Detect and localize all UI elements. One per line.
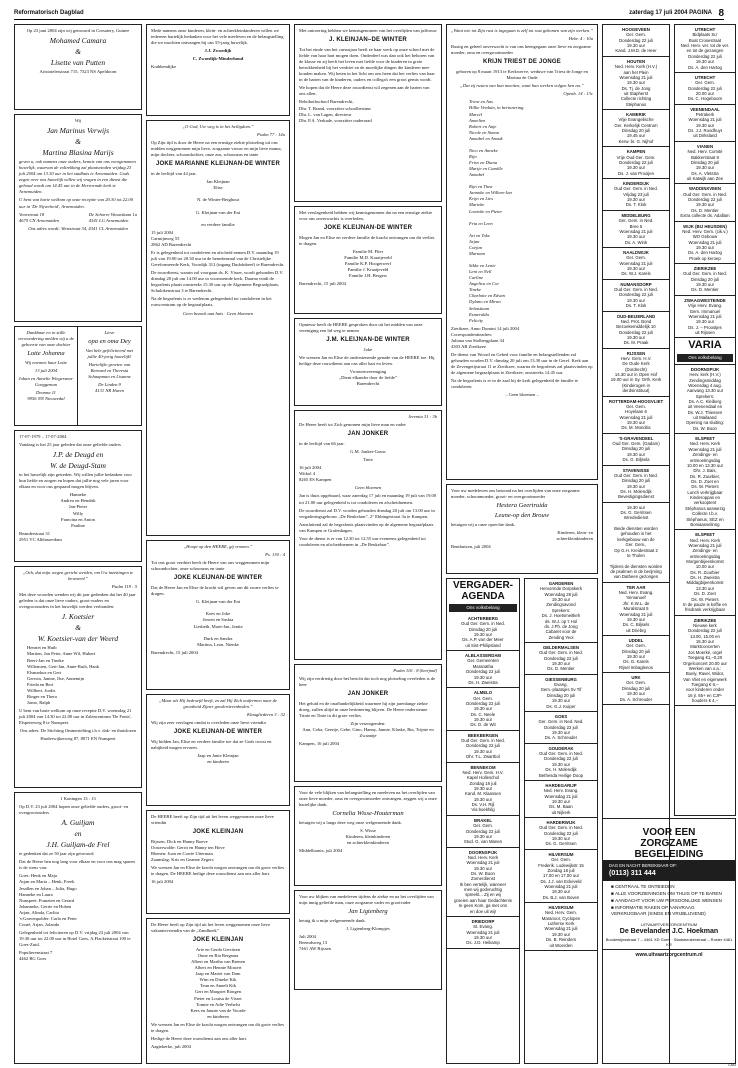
deceased-name: JAN JONKER (347, 431, 389, 438)
obituary-kleinjan-holiday-friends: De Heere heeft op Zijn tijd uit het leven weggenomen onze lieve vakantievriendin van de „Zandhoek” JOKE KLEINJAN Arie en Gerda Gerritsen Onne en Ria Bergsma Albert en Martha van Brenen Albert en Hennie Mostert Jaap en Mariet van Dam Wim en Dineke Kik Teun en Anneli Kik Gert en Margriet Rongen Pieter en Louisa de Visser Tonnie en Adie Verhelst Kees en Jannie van de Voorde en kinderen We wensen Jan en Elise de kracht mogen ontvangen om dit grote verlies te dragen. Heilige de Heere deze rouwdienst aan ons aller hart. Aagtekerke, juli 2004 (146, 918, 290, 1064)
name: Mohamed Camara (49, 36, 107, 46)
entry-place: ZWAAGWESTEINDE (684, 297, 726, 303)
deceased-name: J. KLEINJAN–DE WINTER (329, 37, 407, 44)
entry-details: Oud Ger. Gem. in Ned. Donderdag 22 juli 19.30 uur Ds. H. Molendijk Bethesda Heilige Doop (539, 751, 583, 778)
company-name: De Bevelanden J.C. Hoekman (619, 928, 719, 936)
entry-place: UTRECHT (694, 27, 716, 32)
agenda-entry (525, 712, 597, 744)
address: Aristotelesstraat 715, 7323 NS Apeldoorn (39, 69, 117, 75)
agenda-entry (447, 816, 519, 848)
ad-company: UITVAARTVERZORGENTRUM De Bevelanden J.C. Hoekman Boudewijnsstraat 7 – 4461 XD Goes · Stadsbeukerstraat – Rosier 4461 KR (605, 922, 733, 947)
ad-feature-item: ■ CENTRAAL TE ONTBIEDEN (611, 884, 727, 890)
name: J.P. de Deugd en (52, 450, 104, 460)
page-header (14, 8, 724, 20)
entry-details: Ger. Gem. Donderdag 22 juli 19.30 uur Ds. C. Neele 19.30 uur Ds. D. de Wit (466, 695, 500, 728)
agenda-entry (675, 296, 735, 339)
entry-details: Ned. Herv. Evang. Woensdag 21 juli 19.30 uur Ds. M. Baan uit Nijkerk (543, 788, 579, 815)
entry-details: Ger. Gem. in Ned. Bree 5 Woensdag 21 juli 19.30 uur Ds. A. Wink (618, 218, 654, 245)
agenda-entry (447, 917, 519, 949)
company-address: Boudewijnsstraat 7 – 4461 XD Goes · Stadsbeukerstraat – Rosier 4461 KR (605, 936, 733, 947)
entry-details: Oud Ger. Gem. in Ned. Dinsdag 20 juli 19.30 uur Ds. A.P. van der Meer uit Sint-Philipsland (461, 621, 505, 648)
entry-details: Ger. Gem. in Ned. Ned. Donderdag 22 juli 19.30 uur Ds. A. Schreuder (538, 719, 584, 741)
name: A. Guiljam (61, 818, 95, 828)
entry-place: VEENENDAAL (690, 106, 720, 112)
obituary-school: Met ontroering hebben we kennisgenomen van het overlijden van juffrouw J. KLEINJAN–DE WINTER Tot het einde van het cursusjaar heeft ze haar werk op onze school met de liefde van haar hart mogen doen. Onderdeel was dan ook het behoren van de klasse en zij heeft het leven met liefde voor de kinderen in grote betrokkenheid bij het verdriet en de moeilijke dingen die kinderen mee konden maken. Wij heten in het licht om ons heen dat het verlies van haar in de harten van de kinderen, ouders en collega's een groot gemis wordt. We hopen dat de Heere deze rouwdienst wil zegenen aan de harten van ons allen. Rehobothschool Barendrecht, Dhr. T. Brand, voorzitter schoolbestuur Dhr. L. van Lagen, directeur Dhr. P.A. Verkade, voorzitter ouderraad (294, 24, 442, 202)
address: De Linden 9 4131 NR Haren (95, 382, 124, 394)
obituary-kleijnan-family: „O God, Uw weg is in het heiligdom.” Psalm 77 : 14a Op Zijn tijd is door de Heere na een ernstige ziekte plotseling uit ons midden weggenomen mijn lieve, zorgzame vrouw en mijn lieve mama, mijn dochter, schoondochter, onze zus, schoonzus en tante JOKE MARIANNE KLEIJNAN-DE WINTER in de leeftijd van 44 jaar. Jan Kleijnan Elise N. de Winter-Berghout G. Kleijnan-van der Ent en verdere familie 15 juli 2004 Carmijnweg 55 2862 AD Barendrecht Er is gelegenheid tot condoleren en afscheid nemen D.V. maandag 19 juli van 19.00 tot 20.30 uur in de benedenzaal van de Christelijke Gereformeerde Kerk, Voordijk 312 (ingang Dudokdreef) te Barendrecht. De rouwdienst, waarin zal voorgaan ds. K. Visser, wordt gehouden D.V. dinsdag 20 juli om 14.00 uur in voornoemde kerk. Daarna vindt de begrafenis plaats omstreeks 15.30 uur op de Algemene Begraafplaats, Schalokenstraat 3 te Barendrecht. Na de begrafenis is er wederom gelegenheid tot condoleren in het rouwcentrum op de begraafplaats. Geen bezoek aan huis · Geen bloemen (146, 120, 290, 536)
entry-place: UTRECHT (694, 74, 716, 80)
entry-details: 19.30 uur Ds. G. Gerritsen Intrededienst Beide diensten worden gehouden in het kerkgebouw van de Ger. Gem., Op G.H. Kreidestraat 2 te Tholen Tijdens de diensten worden de psalmen in de berijming van Datheen gezongen (609, 504, 663, 580)
entry-place: KAMERIK (625, 112, 647, 118)
entry-place: MIDDELBURG (621, 212, 651, 218)
obituary-kleijnan-in-laws: „Hoopt op den HEERE, gij vromen.” Ps. 130 : 4 Tot ons groot verdriet heeft de Heere van ons weggenomen mijn schoondochter, onze schoonzus en tante JOKE KLEIJNAN-DE WINTER Dat de Heere Jan en Elise de kracht wil geven om dit zware verlies te dragen. G. Kleijnan-van der Ent Kees en Joke Jeroen en Saskia Liesbeth, Marit-Jan, Janita Durk en Sandra Martina, Leon, Nienke Barendrecht, 15 juli 2004 (146, 540, 290, 690)
entry-details: Ned. Herv. Kerk Woensdag 21 juli 19.30 uur Ds. W. Boon Zomerdienst Ik ben vertelijk, wanneer men wij godvruchtig spreekt... Zij en wij groeien aan haar Gedachtenis te geen Kom, ga met ons en doe uit wij! (454, 854, 512, 914)
name: Martina Blasina Marijs (42, 148, 114, 158)
anniversary-de-deugd: 17-07-1979 – 17-07-2004 Vandaag is het 25 jaar geleden dat onze geliefde ouders J.P. de Deugd en W. de Deugd-Stam in het huwelijk zijn getreden. Wij willen jullie bedanken voor hun liefde en zorgen en hopen dat jullie nog vele jaren voor elkaar en voor ons gespaard mogen blijven. Hanneke Andrea en Hendrik Jan-Pieter Willy Francina en Anton Pauline Beanderstraat 31 2951 VC Alblasserdam (14, 430, 142, 562)
agenda-entry (675, 222, 735, 265)
entry-details: Ger. Gem. Dinsdag 20 juli 19.30 uur Ds. G. Karels Rijsel Imbaglenos (619, 643, 653, 670)
entry-details: Oud Ger. Gem. in Ned. Vrijdag 23 juli 19.30 uur Ds. T. Klok (614, 186, 658, 208)
deceased-name: JOKE KLEIJNAN-DE WINTER (173, 729, 263, 736)
name: J.H. Guiljam-de Frel (46, 840, 110, 850)
entry-details: Vrije Evangelische Ger. Kerkelijk Centrum Dinsdag 20 juli 19.45 uur Kerw. br. G. Nijhof (614, 117, 658, 144)
agenda-entry (447, 614, 519, 651)
entry-place: BENNEKOM (470, 764, 496, 770)
agenda-entry (603, 25, 669, 57)
deceased-name: JOKE KLEINJAN (192, 829, 244, 836)
address: Populierenstraat 7 4462 BG Goes (19, 950, 53, 962)
entry-details: Ned. Herv. Kerk Woensdag 21 juli Zendings- en ontmoetingsdag 10.00 en 13.30 uur Dhr. J. Bais, Ds. R. Zuurbier, Ds. D. Zoet en Ds. W. Pieters Lunch verkrijgbaar Kinderoppas en verkooptent Stéphanus aanwezig Collecte t.b.v. Stéphanus, SEZ en Boniaasselinng (685, 441, 725, 527)
agenda-entry (675, 530, 735, 615)
agenda-entry (675, 365, 735, 434)
agenda-entry (675, 264, 735, 296)
name: Jan Marinus Verwijs (46, 126, 110, 136)
column-2 (146, 24, 290, 1064)
agenda-entry (603, 179, 669, 211)
entry-place: KINDERDIJK (622, 180, 650, 186)
agenda-entry (603, 147, 669, 179)
date-label: zaterdag 17 juli 2004 PAGINA (629, 10, 712, 16)
agenda-entry (603, 673, 669, 705)
birth-announcement: Dankbaar en in stille verwondering melden wij u de geboorte van onze dochter Lotte Johanna Wij noemen haar Lotte 13 juli 2004 Johan en Annelie Wiegersma-Goeggeman Deanna 11 9956 NN Nieuwedal (15, 327, 78, 425)
entry-place: ALBLASSERDAM (464, 653, 502, 659)
entry-place: GOES (554, 713, 568, 719)
entry-details: Petrakerk Woensdag 21 juli 19.30 uur Ds. J.J. Roodhuyt uit Dirksland (688, 112, 722, 139)
agenda-entry (603, 466, 669, 503)
entry-details: Oud Ger. Gem. in Ned. Donderdag 22 juli 19.30 uur Ds. G. Gerritsen (539, 825, 583, 847)
agenda-right (524, 578, 598, 1064)
entry-details: Herv. Gem. H.V. De Oude Kerk (Dordrecht) 14.30 uur in Open Hof 19.00 uur in Sy. Orth. Kerk (Kinderogen in derdsinstituut) (610, 356, 662, 394)
column-1 (14, 24, 142, 1064)
anniversary-koetsier: „Och, dat mijn wegen gericht werden, om Uw inzettingen te bewaren!” Psalm 119 : 5 Met deze woorden wenden wij dit jaar gedenken dat het 40 jaar geleden is dat onze lieve ouders, groot-ouders en overgrootouders in het huwelijk werden verbonden: J. Koetsier & W. Koetsier-van der Weerd Henriet en Huib Martien, Jan Peter, Anne Wil, Hubert Beert-Jan en Tineke Willemien, Gert-Jan, Anne-Ruth, Hank Elsmarkus en Gert Gerwin, Janine, Ilse, Annemijn Frieda en Bert Willbert, Jordis Ringer en Thera Jarno, Ralph U bent van harte welkom op onze receptie D.V. woensdag 21 juli 2004 van 14.30 tot 22.00 uur in Zalencentrum 'De Fonts', Elspeterweg 8 te Nunspeet. Ons adres: De Stichting Ommestelting t.b.v. dak- en thuislozen Harderwijkerweg 87, 8071 EN Nunspeet (14, 566, 142, 788)
agenda-entry (447, 688, 519, 731)
agenda-entry (447, 651, 519, 688)
entry-details: Hervormde Dorpskerk Woensdag 28 juli 19.30 uur Zendingsavond Sprekers: Ds. J. Hoetsmeitkeh ds. W.J. op 't Hol ds. J.Ph. de Jong Cabaret voor de Zending Yeoi (539, 586, 583, 640)
entry-place: DOORNSPIJK (690, 366, 720, 372)
agenda-entry (675, 105, 735, 142)
entry-details: Ned. Herv. Gem. (cik.v.) WO Gebouw Woensdag 21 juli 19.30 uur Ds. A. den Hartog Proek op keroep (682, 228, 728, 261)
entry-details: Nieuwe kerk Donderdag 22 juli 13.00, 15.00 en 15.30 uur Marktconcerten Jos Moerké, orgel Toegang €1,–0,20 Orgelconcert 20.00 uur Werken van o.a.: Boely, Ravel, Widor, Van Vliet en eigenwerk Toegang € 6,– voor kinderen onder 16 jr. 65+ en CJP- houders € 4,– (683, 622, 727, 704)
entry-place: RIJSSEN (626, 350, 646, 356)
name: Hestera Geertruida (496, 502, 548, 510)
address: De Schorre Wouwtlaan 1a 4341 LG Arnemuiden (88, 211, 137, 223)
agenda-entry (603, 636, 669, 673)
name: W. Koetsier-van der Weerd (37, 634, 119, 644)
entry-details: Herv. kerk (H.V.) Zendingsmiddag Woensdag 4 aug. Aanvang 13.30 uur Sprekers: Ds. A.C. Kleiberg uit Veenendaal en Ds. W.J. Thiessen uit Mailaand Opening na sluiting: Ds. W. Boon (686, 372, 724, 431)
ad-features (603, 881, 735, 920)
entry-place: KAMPEN (626, 149, 646, 155)
agenda-entry (447, 731, 519, 763)
deceased-name: JOKE KLEINJAN (192, 937, 244, 944)
entry-details: St. Evang. Woensdag 21 juli 19.30 uur Ds. J.D. Heikamp (466, 924, 500, 946)
ad-feature-item: ■ INFORMATIE RAKEN OP AANVRAAG VERKRIJGBAAR (SINDS EN VRIJBLIJVEND) (611, 905, 727, 917)
entry-place: STAVENISSE (622, 467, 650, 473)
entry-details: Ger. Gemeenten Maranatha Donderdag 22 juli 19.30 uur Ds. H. Zweistra (466, 658, 500, 685)
agenda-entry (603, 280, 669, 312)
entry-place: DOORNSPIJK (468, 849, 498, 855)
entry-details: Evang. Gem.-plaatsjes Sv Tif Dinsdag 20 juli 19.30 uur Ds. G.J. Kuiper (540, 682, 582, 709)
address: Voorstraat 18 4675 CN Arnemuiden (19, 211, 59, 223)
entry-place: HARDERWIJK (546, 820, 576, 826)
birth-and-congrats-announcements (14, 326, 142, 426)
obituary-womens-association: Opnieuw heeft de HEERE gesproken door uit het midden van onze vereniging een lid weg te nemen J.M. KLEIJNAN-DE WINTER Joke We wensen Jan en Elise de onderstenende genade van de HEERE toe. Hij heilige deze rouwdienst aan ons aller hart en leven. Vrouwenvereniging „Dient elkander door de liefde” Barendrecht (294, 318, 442, 406)
entry-place: OUD-BEIJERLAND (616, 313, 656, 319)
entry-details: Bidplaats Su' Boat Crosestraat Ned. Herv. ver. tot de ver. en tot de gezangen Donderdag 22 juli 19.30 uur Ds. A. den Hartog (680, 32, 730, 70)
entry-details: Ned. Herv. Evang. 'Immanuel' Jhr. K.W.L. de Muralstraat 5 Woensdag 21 juli 19.30 uur Ds. C. Biljsels uit Driebrg (618, 590, 654, 633)
entry-place: WIJK (BIJ HEUSDEN) (683, 223, 727, 229)
entry-place: HILVERSUM (548, 851, 574, 857)
agenda-entry (603, 349, 669, 397)
page-number: 8 (718, 8, 724, 19)
entry-details: Ned. Herv. Gem. Maranoor, Cyclopen Lutherse Kerk Woensdag 21 juli 19.30 uur Ds. B. Reinders uit Woerden (541, 910, 581, 948)
name: W. de Deugd-Stam (50, 461, 106, 471)
agenda-entry (447, 763, 519, 816)
agenda-entry (603, 503, 669, 583)
entry-details: Ned. Herv. Gem. H.V. Kapel Holleschol Zondag 18 juli 19.30 uur Kand. M. Klaassen 19.30 uur Ds. V.H. Rijl Via boekhilg (462, 769, 504, 813)
entry-details: Vrije Oud Ger. Gem. Donderdag 22 juli 19.30 uur Ds. J. van Prooijen (616, 154, 656, 176)
agenda-entry (603, 583, 669, 636)
entry-place: 'S-GRAVENDEEL (618, 435, 654, 441)
entry-place: BRAKEL (474, 817, 492, 823)
name: Lisette van Putten (50, 58, 106, 68)
agenda-left (446, 578, 520, 1064)
agenda-entry (525, 850, 597, 903)
agenda-entry (603, 211, 669, 248)
wedding-announcement-verwijs: Wij Jan Marinus Verwijs & Martina Blasina Marijs geven u, ook namens onze ouders, kennis van ons voorgenomen huwelijk, waarvan de voltrekking zal plaatsvinden vrijdag 23 juli 2004 om 13.30 uur in het stadhuis te Arnemuiden. Gods zegen over ons huwelijk willen wij vragen in een dienst die gehoud wordt om 14.45 uur in de Hervormde kerk te Arnemuiden. U bent van harte welkom op onze receptie van 20.30 tot 22.00 uur in 'De Nijverheid', Arnemuiden. Voorstraat 18 4675 CN Arnemuiden De Schorre Wouwtlaan 1a 4341 LG Arnemuiden Ons adres wordt: Weststraat 34, 4341 CL Arnemuiden (14, 114, 142, 322)
page-footer-code: CM3 (728, 1063, 736, 1068)
entry-details: Oud Ger. Gem. in Ned. Donderdag 22 juli 19.30 uur Dhr. T.L. Zwartbol (461, 738, 505, 760)
agenda-entry (525, 818, 597, 850)
agenda-entry (447, 848, 519, 917)
obituary-kleinjan-friends: De HEERE heeft op Zijn tijd uit het leven weggenomen onze lieve vriendin JOKE KLEINJAN Rijssen: Dick en Hanny Boeve Oosterwolde: Gerrit en Hanny ten Hove Rhenen: Joan en Corrie Uiterman Zaamslag: Kris en Geanne Zegers We wensen Jan en Elise de kracht mogen ontvangen om dit grote verlies te dragen. De HEERE heilige deze rouwdienst aan ons aller hart. 16 juli 2004 (146, 810, 290, 914)
entry-details: Ned. Herv. Comité Bakkerstraat 8 Dinsdag 20 juli 19.30 uur Ds. A. Vletstra uit Katwijk aan Zee (686, 149, 724, 181)
agenda-entry (675, 616, 735, 707)
entry-place: VIANEN (696, 143, 714, 149)
entry-place: URK (631, 675, 641, 681)
agenda-entry (675, 73, 735, 105)
entry-place: ELSPEET (695, 436, 715, 442)
agenda-entry (675, 25, 735, 73)
name: opa en oma Dey (88, 338, 131, 346)
entry-place: ROTTERDAM-HOOGVLIET (608, 398, 664, 404)
agenda-list (525, 579, 597, 951)
agenda-entry (525, 579, 597, 643)
ad-headline: VOOR EEN ZORGZAME BEGELEIDING (634, 827, 704, 860)
column-4 (446, 24, 598, 1064)
deceased-name: JOKE KLEIJNAN-DE WINTER (323, 225, 413, 232)
funeral-home-ad (602, 818, 736, 1064)
entry-place: HOUTEN (626, 58, 646, 64)
ad-feature-item: ■ AANDACHT VOOR UW PERSOONLIJKE WENSEN (611, 898, 727, 904)
agenda-entry (603, 312, 669, 349)
agenda-entry (603, 397, 669, 434)
entry-place: ALMELO (473, 690, 493, 696)
entry-details: Oud Ger. Gem. in Ned. Donderdag 22 juli 19.30 uur Ds. D. Mentier (539, 650, 583, 672)
entry-place: UDDEL (628, 637, 644, 643)
agenda-entry (603, 57, 669, 110)
entry-details: Ger. Gem. Donderdag 22 juli 20.00 uur Ds. C. Hogeboom (687, 80, 723, 102)
entry-place: ELSPEET (695, 532, 715, 538)
agenda-entry (675, 142, 735, 185)
agenda-entry (525, 903, 597, 951)
ad-feature-item: ■ ALLE VOORZIENINGEN OM THUIS OP TE BAREN (611, 891, 727, 897)
entry-place: ACHTERBERG (467, 615, 499, 621)
entry-details: Oud Ger. Gem. in Ned. Dinsdag 20 juli 19.30 uur Ds. D. Mentier (683, 271, 727, 293)
agenda-entry (603, 434, 669, 466)
agenda-entry (525, 781, 597, 818)
entry-details: Ger. Gem. Donderdag 22 juli 19.30 uur Stud. G. van Manen (463, 823, 503, 845)
agenda-entry (603, 110, 669, 147)
varia-heading: VARIA Ons volksbelang (675, 338, 735, 364)
phone-number: (0113) 311 444 (609, 869, 656, 877)
entry-place: HOOGEVEEN (622, 27, 650, 32)
paper-name: Reformatorisch Dagblad (14, 10, 84, 16)
entry-details: Ger. Gem. Dinsdag 20 juli 19.30 uur Ds. A. Schreuder (619, 680, 653, 702)
entry-place: GOUDERAK (548, 745, 574, 751)
entry-place: NUMANSDORP (620, 281, 652, 287)
agenda-entry (675, 434, 735, 530)
name: J. Koetsier (61, 612, 95, 622)
entry-details: Oud Ger. Gem. in Ned. Donderdag 22 juli 19.30 uur Ds. D. Mentier Extra collecte ds. Adallam (680, 191, 730, 219)
address: Harderwijkerweg 87, 8071 EN Nunspeet (40, 736, 116, 742)
agenda-entry (675, 184, 735, 221)
website-link[interactable]: www.uitvaartzorgcentrum.nl (603, 949, 735, 961)
entry-place: ZIERIKZEE (693, 617, 717, 623)
deceased-name: KRIJN TRIEST DE JONGE (483, 59, 561, 66)
thanks-zwoedijk: Mede namens onze kinderen, klein- en achterkleinkinderen willen we iedereen hartelijk bedanken voor het vele meeleven en de belangstelling die we mochten ontvangen bij ons 55-jarig huwelijk. J.J. Zwoedijk C. Zwoedijk-Minderhoud Krabbendijke (146, 24, 290, 116)
thanks-wisse: Voor de vele blijken van belangstelling en meeleven na het overlijden van onze lieve moeder, oma en overgrootmoeder ontvangen, zeggen wij u onze hartelijke dank. Cornelia Wisse-Houterman betuigen wij u langs deze weg onze welgemeende dank. S. Wisse Kinderen, kleinkinderen en achterkleinkinderen Middelharnis, juli 2004 (294, 786, 442, 886)
anniversary-congrats: Lieve opa en oma Dey Van hele gefeliciteerd met jullie 40-jarig huwelijk! Hartelijke groeten van Bernard en Theresia Schaapman en Lisanne De Linden 9 4131 NR Haren (78, 327, 141, 425)
name: Cornelia Wisse-Houterman (332, 810, 404, 818)
name: Lotte Johanna (27, 350, 65, 358)
agenda-column (674, 24, 736, 816)
anniversary-guiljam: 1 Koningen 13 : 13 Op D.V. 23 juli 2004 hopen onze geliefde ouders, groot- en overgrootouders A. Guiljam en J.H. Guiljam-de Frel te gedenken dat ze 50 jaar zijn getrouwd. Dat de Heere hen nog lang voor elkaar en voor ons mag sparen is de wens van: Goes: Henk en Maja Arjan en Maria – Henk, Freek Jesallen en Johan – Julia, Hugo Hanneke en Laura Nunspeet: Franzien en Gerard Johanneke, Gerrie en Hoben Arjan, Alinda, Carlita 's-Gravenpolder: Carla en Peter Corné, Arjan, Jolanda Gelegenheid tot feliciteren op D.V. vrijdag 23 juli 2004 van 19.30 uur tot 22.00 uur in Hotel Goes, A.Flacketstraat 100 te Goes-Zuid. Populierenstraat 7 4462 BG Goes (14, 792, 142, 1064)
entry-place: NAALDWIJK (623, 249, 649, 255)
column-3 (294, 24, 442, 1064)
deceased-name: JOKE KLEIJNAN-DE WINTER (173, 575, 263, 582)
entry-details: Ned. Prot. Bond Bezoekemiddelijk 10 Donderdag 22 juli 19.30 uur Ds. M. Praak (616, 318, 656, 346)
agenda-list (447, 614, 519, 949)
thanks-leune: Voor uw medeleven ons betoond na het overlijden van onze zorgzame moeder, schoonmoeder, groot- en overgrootmoeder Hestera Geertruida Leune-op den Brouw betuigen wij u onze oprechte dank. Kinderen, klein- en achterkleinkinderen Benthuizen, juli 2004 (446, 484, 598, 574)
agenda-entry (603, 248, 669, 280)
entry-place: HILVERSUM (548, 905, 574, 911)
name: Jan Ligtenberg (348, 908, 388, 916)
entry-details: Ned. Herv. Kerk Woensdag 21 juli Zendings- en ontmoetingsdag Morgenbijeenkomst 10.00 uur Ds. R. Zuurbier Ds. H. Zweistra Middagbijeenkomst 13.30 uur Ds. D. Zoet Ds. W. Pieters In de pauze is koffie en frisdrank verkrijgbaar (682, 537, 728, 613)
entry-place: WADDINXVEEN (689, 186, 721, 192)
obituary-jonker-family: Jeremia 31 : 3b De Heere heeft tot Zich genomen mijn lieve man en vader JAN JONKER in de leeftijd van 66 jaar. G.M. Jonker-Gouw Tinie 16 juli 2004 Witbol 4 8265 ES Kampen Geen bloemen Jan is thuis opgebaard, waar zaterdag 17 juli en maandag 19 juli van 19.00 tot 21.00 uur gelegenheid is tot condoleren en afscheidnemen. De rouwdienst zal D.V. worden gehouden dinsdag 20 juli om 13.00 uur in vergaderingsgebouw „De Beukelaar”, 2° Ebbingestraat 3a te Kampen. Aansluitend zal de begrafenis plaatsvinden op de algemene begraafplaats van Kampen te Grafenhagen. Voor de dienst is er van 12.30 tot 12.55 uur eveneens gelegenheid tot condoleren en afscheidnemen in „De Beukelaar”. (294, 410, 442, 660)
obituary-jonker-caregivers: Psalm 116 : 8 (berijmd) Wij zijn verdrietig door het bericht dat toch nog plotseling overleden is de heer JAN JONKER Het geluid en de onafhankelijkheid waarmee hij zijn jarenlange ziekte droeg, zullen altijd in onze herinnering blijven. De Heere ondersteune Trinie en Tinie in dit grote verlies. Zijn verzorgenden: Ann, Coba, Geertje, Gebe, Gino, Hanny, Jannie, Klaske, Ria, Trijnie en Zwaantje Kampen, 16 juli 2004 (294, 664, 442, 782)
entry-details: Oud Ger. Gem. in Ned. Dinsdag 20 juli 19.30 uur Ds. H. Molendijk Bevestigingsdienst (614, 472, 658, 500)
obituary-triest-de-jonge: „Want wie tot Zijn rust is ingegaan is zelf tot rust gekomen van zijn werken.” Hebr. 4 : 10a Rustig en geheel onverwacht is van ons heengegaan onze lieve en zorgzame moeder, oma en overgrootmoeder KRIJN TRIEST DE JONGE geboren op 8 maart 1913 te Kerkwerve, weduwe van Triest de Jonge en Martina de Oude „Dat zij rusten van hun moeiten, want hun werken volgen hen na.” Openb. 14 : 13c Triest en Ans Hillie Verduin, in herinnering Marcel Annelien Robert en Anje Nicole en Simon Annabel en Anouk Nico en Anneke Rijn Friso en Diana Marije en Camille Annabel Rijn en Thea Jannoke en Willem-Jan Krijn en Lies Marieke Lowieke en Pieter Fria en Leen Art en Toke Arjan Corjan Marnam Sikke en Lenie Leni en Nell Carline Angelica en Cor Tineke Charlotte en Edwin Dylano en Miran Sebastiaan Esmeralda Felicity Zierikzee, Anno Domini 14 juli 2004 Correspondentieadres: Juliana van Stolbergplaan 34 4303 AB Zierikzee De dienst van Woord en Gebed voor familie en belangstellenden zal gehouden worden D.V. dinsdag 20 juli om 13.30 uur in de Geref. Kerk aan de Zevengetijstraat 11 te Zierikzee, waarna de begrafenis zal plaatsvinden op de algemene begraafplaats te Zierikzee, omstreeks 14.45 uur. Na de begrafenis is er in de zaal bij de kerk gelegenheid de familie te condoleren. – Geen bloemen – (446, 24, 598, 480)
entry-details: Ger. Gem. Frederik. Lodewijkstr 15 Zondag 18 juli 17.00 en 17.00 uur Ds. J.J. van Eckeveld Woensdag 21 juli 19.30 uur Ds. B.J. van Boven (538, 857, 584, 900)
address: Beanderstraat 31 2951 VC Alblasserdam (19, 530, 62, 542)
entry-details: Ger. Gem. Donderdag 22 juli 19.30 uur Kand. J.M.D. de Heer (615, 32, 657, 54)
agenda-entry (525, 643, 597, 675)
thanks-ligtenberg: Voor uw blijken van medeleven tijdens de ziekte en na het overlijden van mijn innig geliefde man, onze zorgzame vader en grootvader Jan Ligtenberg betuig ik u mijn welgemeende dank. J. Ligtenberg-Klompjes Juli 2004 Beemdsweg 13 7461 AW Rijssen (294, 890, 442, 990)
entry-details: Oud Ger. Gem. (Gadam) Dinsdag 20 juli 19.30 uur Ds. G. Biljsela (612, 441, 660, 463)
agenda-entry (525, 675, 597, 712)
entry-details: Oud Ger. Gem. in Ned. Donderdag 22 juli 19.30 uur Ds. T. Klok (614, 287, 658, 309)
entry-place: BEEKBERGEN (467, 732, 499, 738)
deceased-name: JOKE MARIANNE KLEIJNAN-DE WINTER (155, 161, 281, 168)
obituary-kleijnan-friends: „Maar als Hij bedroefd heeft, zo zal Hij Zich ontfermen naar de grootheid Zijner goedertierenheden.” Klaagliederen 3 : 32 Wij zijn zeer verslagen omdat is overleden onze lieve vriendin JOKE KLEIJNAN-DE WINTER Wij bidden Jan, Elise en verdere familie toe dat ze Gods troost en nabijheid mogen ervaren. Jaap en Janie Kleinjan en kinderen (146, 694, 290, 806)
wedding-announcement-camara: Op 23 juni 2004 zijn wij getrouwd in Corsaiery, Guinee Mohamed Camara & Lisette van Putten Aristotelesstraat 715, 7323 NS Apeldoorn (14, 24, 142, 110)
entry-place: ZIERIKZEE (693, 266, 717, 272)
agenda-title: VERGADER-AGENDA Ons volksbelang (447, 579, 519, 614)
entry-details: Ned. Herv. Kerk (H.V.) aan het Plein Woensdag 21 juli 19.30 uur Ds. Tj. de Jong uit Stapherst Collecte richting Stéphanus (614, 64, 658, 107)
entry-details: Ger. Gem. Hoyelaan 6 Woensdag 21 juli 19.30 uur Ds. M. Mondria (619, 403, 653, 431)
entry-place: GARDEREN (548, 581, 574, 586)
ad-phone: DAG EN NACHT BEREIKBAAR OP: (0113) 311 444 (603, 860, 735, 881)
entry-place: HARDEGARIJP (545, 782, 577, 788)
agenda-entry (525, 744, 597, 781)
entry-place: GELDERMALSEN (542, 644, 580, 650)
deceased-name: J.M. KLEIJNAN-DE WINTER (326, 337, 410, 344)
entry-place: TER AAR (626, 584, 646, 590)
entry-details: Vrije Herv. Evang. Gem. Immanuel Woensdag 21 juli 19.30 uur Ds. J. – Proostjes uit Rijssen (687, 303, 723, 335)
name: Leune-op den Brouw (494, 511, 550, 519)
entry-place: DRIEDORP (471, 918, 495, 924)
obituary-families: Met verslagenheid hebben wij kennisgenomen dat na een ernstige ziekte voor ons onverwachts is overleden, JOKE KLEIJNAN-DE WINTER Mogen Jan en Elise en verdere familie de kracht ontvangen om dit verlies te dragen. Familie M. Flier Familie M.D. Kraaijeveld Familie K.P. Hoogerwerf Familie J. Kraaijeveld Familie J.H. Bergers Barendrecht, 15 juli 2004 (294, 206, 442, 314)
entry-details: Ger. Gem. Woensdag 21 juli 19.30 uur Ds. W.J. Karels (619, 255, 653, 277)
entry-place: GIESSENBURG (545, 676, 577, 682)
deceased-name: JAN JONKER (347, 691, 389, 698)
address: Deanna 11 9956 NN Nieuwedal (27, 390, 65, 402)
